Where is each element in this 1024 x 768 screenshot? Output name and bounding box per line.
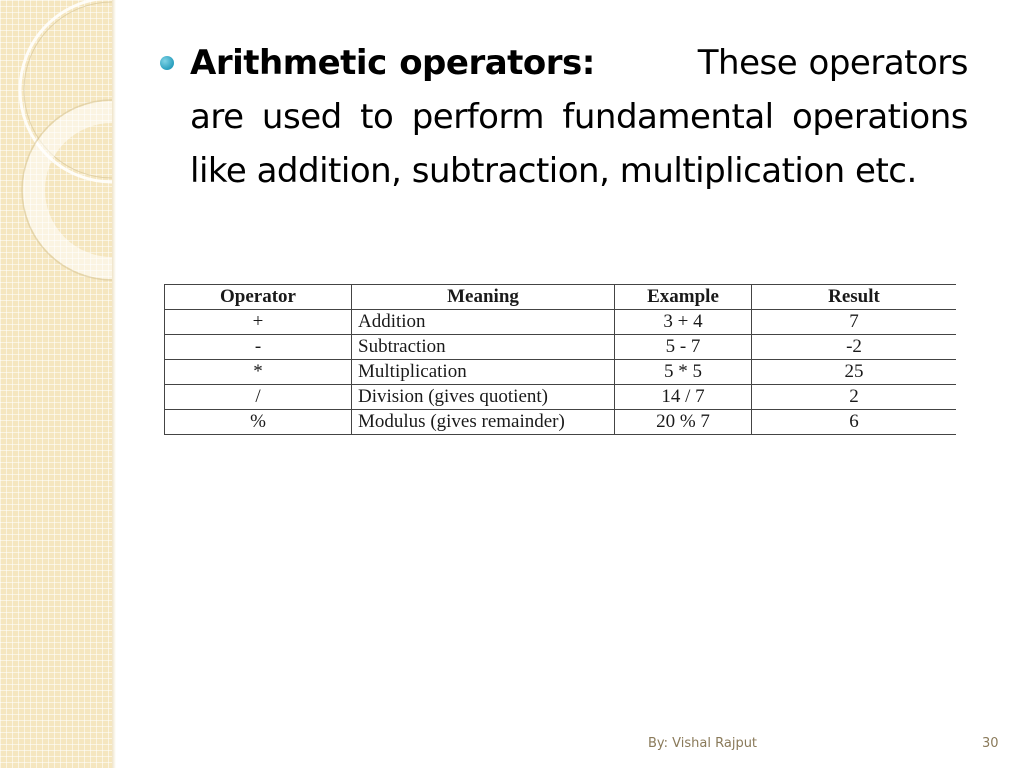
cell-example: 20 % 7: [615, 410, 752, 435]
header-meaning: Meaning: [352, 285, 615, 310]
bullet-lead-text: Arithmetic operators:: [190, 43, 595, 83]
side-panel-edge: [112, 0, 116, 768]
cell-result: 6: [752, 410, 957, 435]
cell-result: 25: [752, 360, 957, 385]
cell-meaning: Subtraction: [352, 335, 615, 360]
footer-author: By: Vishal Rajput: [648, 736, 758, 751]
cell-operator: -: [165, 335, 352, 360]
cell-example: 14 / 7: [615, 385, 752, 410]
cell-operator: /: [165, 385, 352, 410]
cell-meaning: Multiplication: [352, 360, 615, 385]
cell-operator: +: [165, 310, 352, 335]
table-row: [165, 410, 957, 435]
slide-content: [160, 36, 968, 198]
table-row: [165, 385, 957, 410]
cell-operator: *: [165, 360, 352, 385]
table-row: [165, 310, 957, 335]
header-result: Result: [752, 285, 957, 310]
bullet-item: [160, 36, 968, 198]
header-operator: Operator: [165, 285, 352, 310]
decorative-rings-graphic: [0, 0, 112, 768]
decorative-side-panel: [0, 0, 113, 768]
cell-example: 3 + 4: [615, 310, 752, 335]
header-example: Example: [615, 285, 752, 310]
operators-table: [164, 284, 956, 435]
cell-example: 5 * 5: [615, 360, 752, 385]
table-row: [165, 360, 957, 385]
cell-operator: %: [165, 410, 352, 435]
bullet-paragraph: [190, 36, 968, 198]
cell-meaning: Addition: [352, 310, 615, 335]
table-row: [165, 335, 957, 360]
cell-meaning: Modulus (gives remainder): [352, 410, 615, 435]
cell-result: 7: [752, 310, 957, 335]
cell-result: 2: [752, 385, 957, 410]
bullet-body-text: These operators are used to perform fundamental operations like addition, subtraction, multiplication etc.: [190, 43, 968, 191]
page-number: 30: [982, 736, 999, 751]
cell-result: -2: [752, 335, 957, 360]
cell-example: 5 - 7: [615, 335, 752, 360]
cell-meaning: Division (gives quotient): [352, 385, 615, 410]
table-header-row: [165, 285, 957, 310]
bullet-dot-icon: [160, 56, 174, 70]
